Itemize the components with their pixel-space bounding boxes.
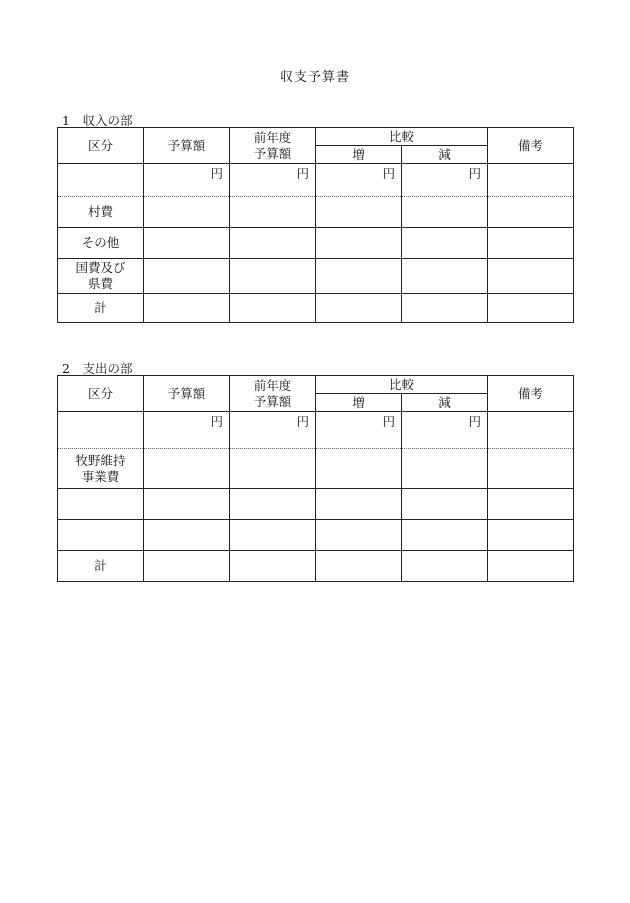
row-label-line: 県費 <box>87 276 113 291</box>
table-row <box>58 259 574 294</box>
table-cell <box>144 228 230 259</box>
header-comparison: 比較 <box>316 128 488 146</box>
row-label: その他 <box>58 228 144 259</box>
expenditure-section-heading: 2 支出の部 <box>62 361 133 376</box>
table-cell <box>230 520 316 551</box>
table-row <box>58 294 574 323</box>
table-cell <box>316 449 402 489</box>
row-label-line: 牧野維持 <box>75 452 126 468</box>
table-row <box>58 197 574 228</box>
total-label: 計 <box>58 294 144 323</box>
unit-cell <box>488 412 574 449</box>
unit-yen-budget: 円 <box>144 412 230 449</box>
header-category: 区分 <box>58 376 144 412</box>
table-row <box>58 551 574 582</box>
row-label <box>58 259 144 294</box>
table-cell <box>316 520 402 551</box>
table-cell <box>230 294 316 323</box>
table-cell <box>488 551 574 582</box>
table-cell <box>402 294 488 323</box>
unit-cell <box>58 164 144 197</box>
table-cell <box>488 228 574 259</box>
table-cell <box>488 449 574 489</box>
expenditure-table <box>57 375 574 582</box>
table-cell <box>402 228 488 259</box>
row-label-line: 国費及び <box>75 260 126 275</box>
header-prev-budget <box>230 128 316 164</box>
row-label <box>58 449 144 489</box>
table-cell <box>144 551 230 582</box>
header-prev-budget <box>230 376 316 412</box>
table-cell <box>488 197 574 228</box>
table-cell <box>230 449 316 489</box>
table-cell <box>230 551 316 582</box>
total-label: 計 <box>58 551 144 582</box>
row-label <box>58 520 144 551</box>
income-table <box>57 127 574 323</box>
header-decrease: 減 <box>402 394 488 412</box>
table-cell <box>230 228 316 259</box>
row-label <box>58 489 144 520</box>
table-cell <box>230 489 316 520</box>
header-category: 区分 <box>58 128 144 164</box>
unit-cell <box>58 412 144 449</box>
table-row <box>58 520 574 551</box>
table-cell <box>402 551 488 582</box>
table-cell <box>230 197 316 228</box>
unit-yen-prev-budget: 円 <box>230 164 316 197</box>
table-cell <box>316 259 402 294</box>
document-title: 収支予算書 <box>279 70 350 85</box>
table-cell <box>402 449 488 489</box>
header-comparison: 比較 <box>316 376 488 394</box>
unit-cell <box>488 164 574 197</box>
table-row <box>58 164 574 197</box>
table-cell <box>144 197 230 228</box>
header-remarks: 備考 <box>488 376 574 412</box>
table-row <box>58 412 574 449</box>
row-label-line: 事業費 <box>81 468 120 484</box>
table-cell <box>230 259 316 294</box>
unit-yen-increase: 円 <box>316 164 402 197</box>
table-cell <box>316 294 402 323</box>
table-cell <box>144 520 230 551</box>
table-cell <box>488 294 574 323</box>
header-prev-budget-line2: 予算額 <box>253 393 292 409</box>
header-remarks: 備考 <box>488 128 574 164</box>
unit-yen-increase: 円 <box>316 412 402 449</box>
table-cell <box>316 228 402 259</box>
table-cell <box>488 520 574 551</box>
table-cell <box>488 259 574 294</box>
table-cell <box>144 294 230 323</box>
unit-yen-prev-budget: 円 <box>230 412 316 449</box>
unit-yen-budget: 円 <box>144 164 230 197</box>
table-cell <box>144 489 230 520</box>
header-budget: 予算額 <box>144 128 230 164</box>
table-row <box>58 489 574 520</box>
table-cell <box>144 449 230 489</box>
table-cell <box>402 197 488 228</box>
table-cell <box>316 197 402 228</box>
header-increase: 増 <box>316 394 402 412</box>
header-prev-budget-line1: 前年度 <box>253 129 292 145</box>
table-row <box>58 228 574 259</box>
row-label: 村費 <box>58 197 144 228</box>
unit-yen-decrease: 円 <box>402 164 488 197</box>
table-cell <box>316 551 402 582</box>
income-section-heading: 1 収入の部 <box>62 113 133 128</box>
table-cell <box>488 489 574 520</box>
table-cell <box>402 520 488 551</box>
header-increase: 増 <box>316 146 402 164</box>
header-decrease: 減 <box>402 146 488 164</box>
header-prev-budget-line1: 前年度 <box>253 377 292 393</box>
header-prev-budget-line2: 予算額 <box>253 145 292 161</box>
table-cell <box>402 489 488 520</box>
table-cell <box>144 259 230 294</box>
table-cell <box>316 489 402 520</box>
unit-yen-decrease: 円 <box>402 412 488 449</box>
table-row <box>58 449 574 489</box>
table-cell <box>402 259 488 294</box>
header-budget: 予算額 <box>144 376 230 412</box>
